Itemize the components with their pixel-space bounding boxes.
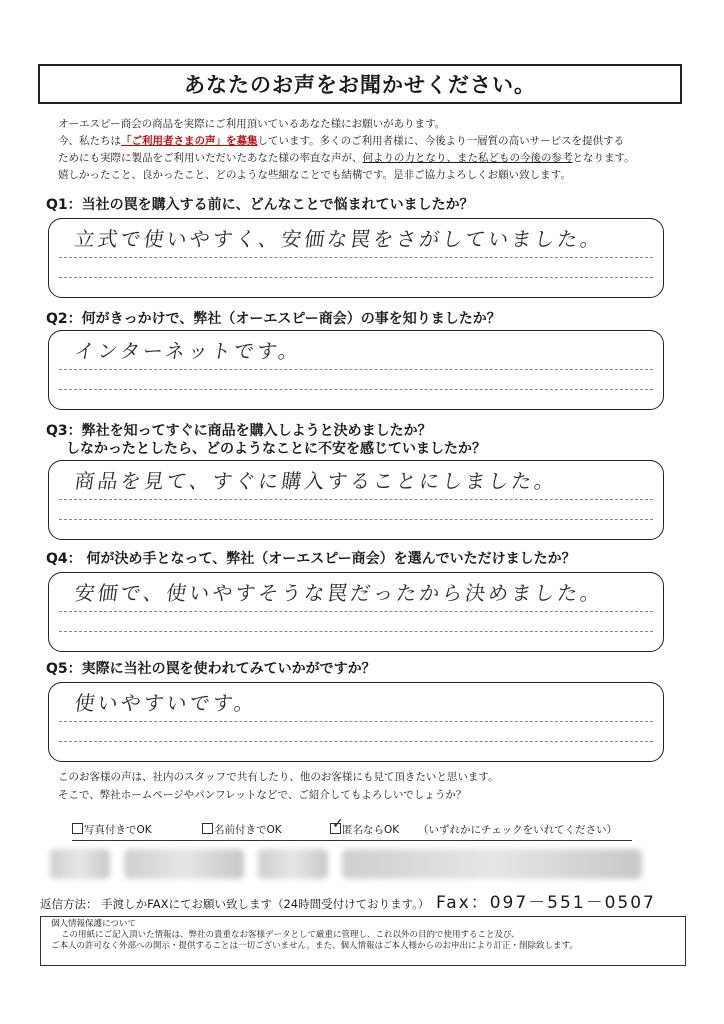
redacted-block xyxy=(124,849,244,879)
redacted-block xyxy=(342,849,642,879)
answer-4-box xyxy=(48,572,664,652)
intro-line-1: オーエスピー商会の商品を実際にご利用頂いているあなた様にお願いがあります。 xyxy=(58,118,446,130)
answer-3-box xyxy=(48,460,664,540)
intro-text xyxy=(58,116,688,184)
redacted-block xyxy=(50,849,110,879)
intro-line-4: 嬉しかったこと、良かったこと、どのような些細なことでも結構です。是非ご協力よろしくお願い致します。 xyxy=(58,169,571,181)
outro-text xyxy=(58,768,698,804)
intro-underline: 何よりの力となり、また私どもの今後の参考 xyxy=(362,152,573,164)
checkbox-photo[interactable] xyxy=(72,823,83,834)
question-4-label: Q4： 何が決め手となって、弊社（オーエスピー商会）を選んでいただけましたか？ xyxy=(46,551,576,567)
privacy-heading: 個人情報保護について xyxy=(51,919,136,929)
return-method: 返信方法： 手渡しかFAXにてお願い致します（24時間受付けております。） xyxy=(40,897,430,911)
outro-line-2: そこで、弊社ホームページやパンフレットなどで、ご紹介してもよろしいでしょうか？ xyxy=(58,789,467,801)
intro-highlight: 「ご利用者さまの声」を募集 xyxy=(121,135,258,147)
check-anon[interactable]: 匿名ならOK xyxy=(330,822,399,837)
question-3-label: Q3：弊社を知ってすぐに商品を購入しようと決めましたか？ しなかったとしたら、どのようなことに不安を感じていましたか？ xyxy=(46,423,486,457)
answer-1-text: 立式で使いやすく、安価な罠をさがしていました。 xyxy=(73,227,606,251)
answer-4-text: 安価で、使いやすそうな罠だったから決めました。 xyxy=(73,581,606,605)
check-mark-icon: ✓ xyxy=(332,816,344,832)
outro-line-1: このお客様の声は、社内のスタッフで共有したり、他のお客様にも見て頂きたいと思います。 xyxy=(58,771,499,783)
question-5-label: Q5：実際に当社の罠を使われてみていかがですか？ xyxy=(46,661,376,677)
check-photo[interactable]: 写真付きでOK xyxy=(72,822,152,837)
answer-1-box xyxy=(48,218,664,298)
intro-line-2: 今、私たちは「ご利用者さまの声」を募集しています。多くのご利用者様に、今後より一層質の高いサービスを提供する xyxy=(58,135,625,147)
redacted-signature-area xyxy=(46,842,668,886)
answer-5-box xyxy=(48,682,664,762)
answer-3-text: 商品を見て、すぐに購入することにしました。 xyxy=(73,469,560,493)
check-name[interactable]: 名前付きでOK xyxy=(202,822,282,837)
checkbox-name[interactable] xyxy=(202,823,213,834)
privacy-line-2: ご本人の許可なく外部への開示・提供することは一切ございません。また、個人情報はご本人様からのお申出により訂正・削除致します。 xyxy=(51,941,578,951)
privacy-line-1: この用紙にご記入頂いた情報は、弊社の貴重なお客様データとして厳重に管理し、これ以外の目的で使用すること及び、 xyxy=(61,930,520,940)
check-note: （いずれかにチェックをいれてください） xyxy=(418,824,618,836)
redacted-block xyxy=(258,849,328,879)
intro-line-3: ためにも実際に製品をご利用いただいたあなた様の率直な声が、何よりの力となり、また私どもの今後の参考となります。 xyxy=(58,152,635,164)
privacy-notice xyxy=(40,916,686,966)
question-2-label: Q2：何がきっかけで、弊社（オーエスピー商会）の事を知りましたか？ xyxy=(46,311,501,327)
page-title: あなたのお声をお聞かせください。 xyxy=(38,64,682,104)
fax-number: Fax：097－551－0507 xyxy=(436,893,656,913)
answer-2-text: インターネットです。 xyxy=(73,339,304,363)
consent-checks xyxy=(72,816,632,841)
question-1-label: Q1：当社の罠を購入する前に、どんなことで悩まれていましたか？ xyxy=(46,197,474,213)
answer-5-text: 使いやすいです。 xyxy=(73,691,259,715)
answer-2-box xyxy=(48,330,664,410)
question-3-label-2: しなかったとしたら、どのようなことに不安を感じていましたか？ xyxy=(66,441,486,457)
